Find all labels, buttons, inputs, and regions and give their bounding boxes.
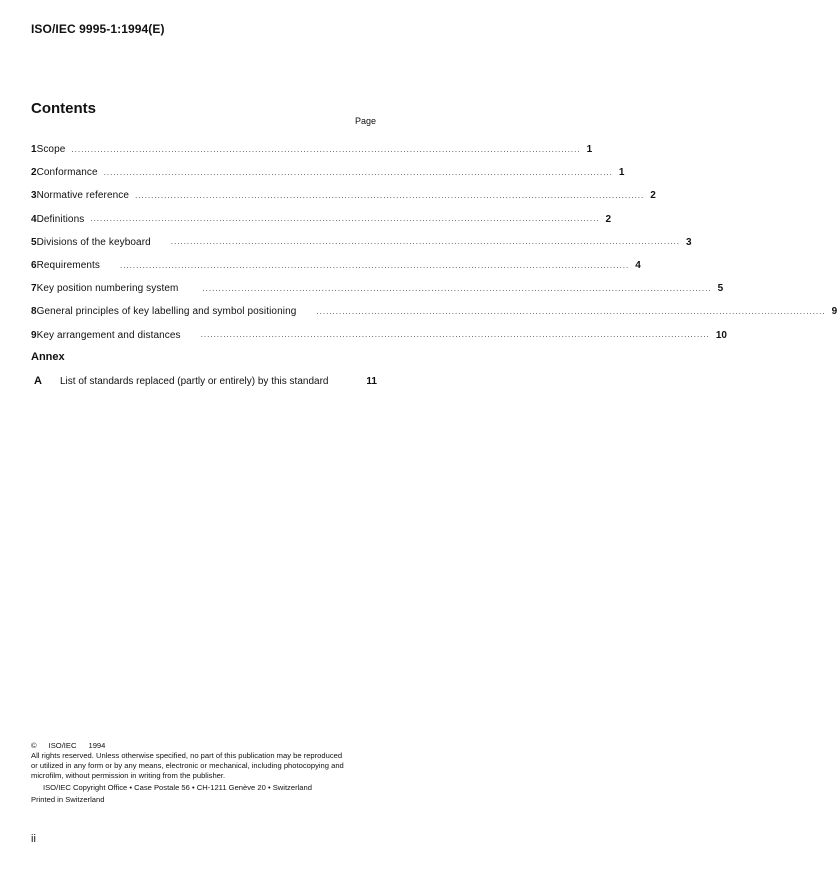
toc-entry[interactable] <box>31 231 692 254</box>
dot-leader: .............................................................................................................................................................. <box>103 167 613 177</box>
copyright-owner: ISO/IEC <box>48 741 77 750</box>
annex-title: List of standards replaced (partly or entirely) by this standard <box>60 375 329 387</box>
annex-heading: Annex <box>31 351 65 363</box>
dot-leader: .............................................................................................................................................................. <box>170 237 680 247</box>
office-address: ISO/IEC Copyright Office • Case Postale 56 • CH-1211 Genève 20 • Switzerland <box>43 783 312 792</box>
toc-entry-number: 4 <box>31 213 37 225</box>
toc-entry-page: 10 <box>715 329 727 341</box>
toc-entry-page: 9 <box>831 306 837 318</box>
toc-entry-number: 5 <box>31 236 37 248</box>
toc-entry-page: 3 <box>685 236 692 248</box>
toc-entry-title: Requirements <box>36 260 101 272</box>
page-column-label: Page <box>355 116 377 126</box>
rights-statement-line: All rights reserved. Unless otherwise specified, no part of this publication may be reproduced <box>31 751 343 760</box>
copyright-line <box>31 741 381 751</box>
toc-entry-page: 1 <box>618 167 625 179</box>
contents-heading: Contents <box>31 100 96 117</box>
toc-entry-title: Conformance <box>36 167 98 179</box>
toc-entry-number: 8 <box>31 306 37 318</box>
toc-entry[interactable] <box>31 161 625 184</box>
toc-entry-number: 7 <box>31 283 37 295</box>
toc-entry-number: 3 <box>31 190 37 202</box>
toc-entry-page: 1 <box>586 144 593 156</box>
toc-entry-title: Key arrangement and distances <box>36 329 181 341</box>
toc-entry-number: 1 <box>31 144 37 156</box>
copyright-symbol: © <box>31 741 37 750</box>
annex-entry[interactable] <box>31 373 377 389</box>
toc-entry-title: Key position numbering system <box>36 283 179 295</box>
toc-entry-page: 5 <box>717 283 724 295</box>
copyright-footer <box>31 741 381 805</box>
page-number: ii <box>31 833 36 845</box>
toc-entry[interactable] <box>31 324 727 347</box>
toc-entry-title: Scope <box>36 144 66 156</box>
table-of-contents <box>31 138 837 347</box>
copyright-year: 1994 <box>88 741 106 750</box>
toc-entry-title: Normative reference <box>36 190 130 202</box>
toc-entry[interactable] <box>31 208 612 231</box>
dot-leader: .............................................................................................................................................................. <box>71 144 581 154</box>
annex-letter: A <box>34 375 42 387</box>
toc-entry[interactable] <box>31 184 656 207</box>
toc-entry-number: 2 <box>31 167 37 179</box>
toc-entry-title: Definitions <box>36 213 85 225</box>
toc-entry-title: General principles of key labelling and symbol positioning <box>36 306 297 318</box>
rights-statement-line: microfilm, without permission in writing from the publisher. <box>31 771 226 780</box>
toc-entry-page: 2 <box>605 213 612 225</box>
dot-leader: .............................................................................................................................................................. <box>90 214 600 224</box>
toc-entry-title: Divisions of the keyboard <box>36 236 151 248</box>
dot-leader: .............................................................................................................................................................. <box>120 260 630 270</box>
printed-in: Printed in Switzerland <box>31 795 105 804</box>
annex-page: 11 <box>366 375 377 387</box>
toc-entry[interactable] <box>31 138 593 161</box>
toc-entry-number: 9 <box>31 329 37 341</box>
dot-leader: .............................................................................................................................................................. <box>202 283 712 293</box>
toc-entry-number: 6 <box>31 260 37 272</box>
toc-entry-page: 2 <box>650 190 656 202</box>
dot-leader: .............................................................................................................................................................. <box>316 306 826 316</box>
toc-entry-page: 4 <box>635 260 641 272</box>
dot-leader: .............................................................................................................................................................. <box>135 190 645 200</box>
dot-leader: .............................................................................................................................................................. <box>200 330 710 340</box>
toc-entry[interactable] <box>31 277 724 300</box>
rights-statement-line: or utilized in any form or by any means, electronic or mechanical, including photocopying and <box>31 761 344 770</box>
document-id: ISO/IEC 9995-1:1994(E) <box>31 22 165 36</box>
toc-entry[interactable] <box>31 254 641 277</box>
toc-entry[interactable] <box>31 300 837 323</box>
